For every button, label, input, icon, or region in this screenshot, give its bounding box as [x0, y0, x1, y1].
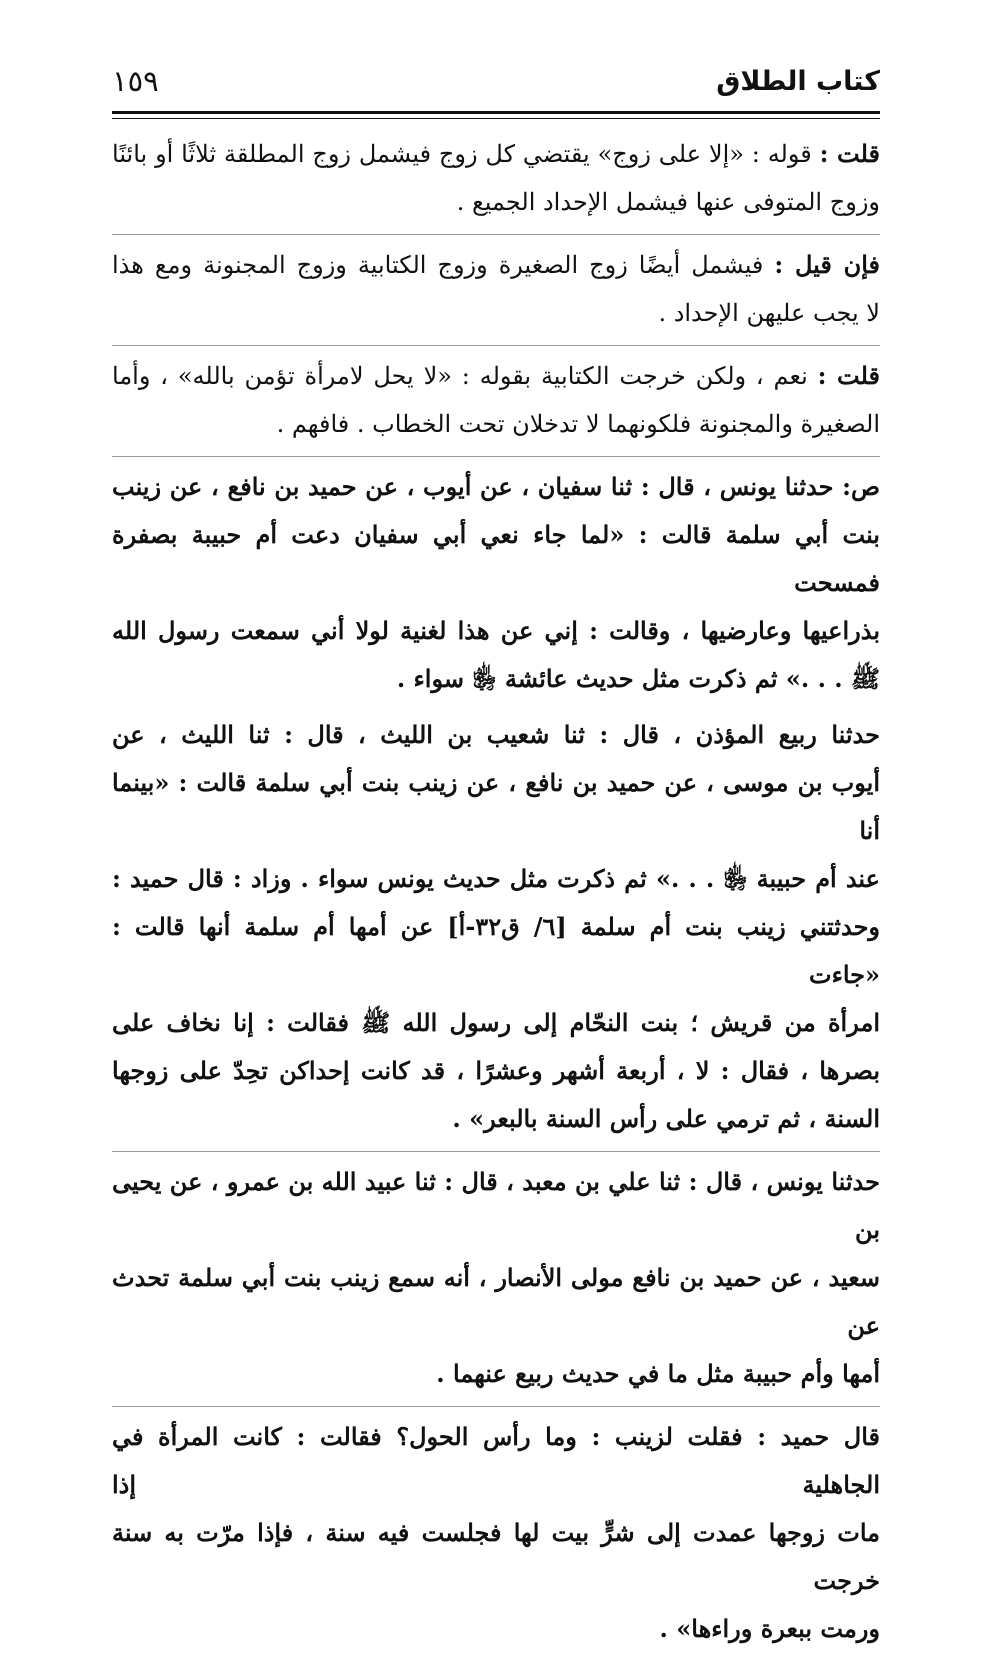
- book-title: كتاب الطلاق: [716, 66, 880, 97]
- paragraph: [112, 130, 880, 226]
- text-line: لا يجب عليهن الإحداد .: [658, 299, 880, 327]
- paragraph-lead: قلت :: [819, 139, 881, 168]
- text-line: السنة ، ثم ترمي على رأس السنة بالبعر» .: [452, 1104, 880, 1133]
- text-line: أمها وأم حبيبة مثل ما في حديث ربيع عنهما .: [436, 1359, 880, 1388]
- paragraph: [112, 711, 880, 1143]
- paragraph: [112, 1406, 880, 1653]
- text-line: عند أم حبيبة ﵂ . . .» ثم ذكرت مثل حديث يونس سواء . وزاد : قال حميد :: [112, 864, 880, 893]
- text-line: ﷺ . . .» ثم ذكرت مثل حديث عائشة ﵂ سواء .: [396, 664, 880, 693]
- page-header: [112, 62, 880, 108]
- paragraph-lead: فإن قيل :: [774, 250, 880, 279]
- text-line: ص: حدثنا يونس ، قال : ثنا سفيان ، عن أيوب ، عن حميد بن نافع ، عن زينب: [112, 472, 880, 501]
- text-line: قال حميد : فقلت لزينب : وما رأس الحول؟ فقالت : كانت المرأة في الجاهلية إذا: [112, 1422, 880, 1499]
- page-body: [112, 130, 880, 1653]
- paragraph: [112, 234, 880, 337]
- text-line: الصغيرة والمجنونة فلكونهما لا تدخلان تحت الخطاب . فافهم .: [276, 410, 880, 438]
- text-line: امرأة من قريش ؛ بنت النحّام إلى رسول الله ﷺ فقالت : إنا نخاف على: [112, 1008, 880, 1037]
- page-number: ١٥٩: [112, 64, 159, 98]
- text-line: ورمت ببعرة وراءها» .: [659, 1614, 880, 1643]
- paragraph: [112, 345, 880, 448]
- text-line: حدثنا ربيع المؤذن ، قال : ثنا شعيب بن الليث ، قال : ثنا الليث ، عن: [112, 720, 880, 749]
- header-rule-thick: [112, 111, 880, 114]
- paragraph: [112, 456, 880, 703]
- text-line: سعيد ، عن حميد بن نافع مولى الأنصار ، أنه سمع زينب بنت أبي سلمة تحدث عن: [112, 1263, 880, 1340]
- paragraph-lead: قلت :: [817, 361, 881, 390]
- text-line: مات زوجها عمدت إلى شرٍّ بيت لها فجلست فيه سنة ، فإذا مرّت به سنة خرجت: [112, 1518, 880, 1595]
- text-line: قلت : قوله : «إلا على زوج» يقتضي كل زوج فيشمل زوج المطلقة ثلاثًا أو بائنًا: [112, 139, 881, 168]
- text-line: حدثنا يونس ، قال : ثنا علي بن معبد ، قال : ثنا عبيد الله بن عمرو ، عن يحيى بن: [112, 1167, 880, 1244]
- text-line: بصرها ، فقال : لا ، أربعة أشهر وعشرًا ، قد كانت إحداكن تحِدّ على زوجها: [112, 1056, 880, 1085]
- header-rule-thin: [112, 118, 880, 119]
- text-line: وحدثتني زينب بنت أم سلمة [٦/ ق٣٢-أ] عن أمها أم سلمة أنها قالت : «جاءت: [112, 912, 881, 989]
- text-line: قلت : نعم ، ولكن خرجت الكتابية بقوله : «لا يحل لامرأة تؤمن بالله» ، وأما: [112, 361, 881, 390]
- text-line: أيوب بن موسى ، عن حميد بن نافع ، عن زينب بنت أبي سلمة قالت : «بينما أنا: [112, 768, 880, 845]
- paragraph: [112, 1151, 880, 1398]
- text-line: وزوج المتوفى عنها فيشمل الإحداد الجميع .: [456, 188, 880, 216]
- text-line: بذراعيها وعارضيها ، وقالت : إني عن هذا لغنية لولا أني سمعت رسول الله: [112, 616, 880, 645]
- text-line: بنت أبي سلمة قالت : «لما جاء نعي أبي سفيان دعت أم حبيبة بصفرة فمسحت: [112, 520, 880, 597]
- text-line: فإن قيل : فيشمل أيضًا زوج الصغيرة وزوج الكتابية وزوج المجنونة ومع هذا: [112, 250, 880, 279]
